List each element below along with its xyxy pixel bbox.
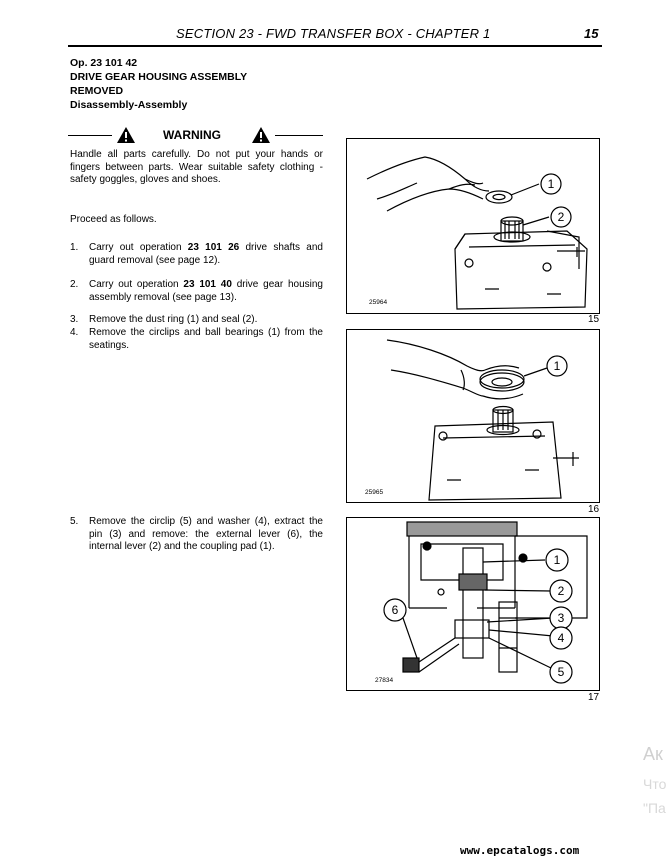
intro-text: Proceed as follows. <box>70 214 157 225</box>
operation-title-line1: DRIVE GEAR HOUSING ASSEMBLY <box>70 71 248 83</box>
operation-title-line2: REMOVED <box>70 85 124 97</box>
step-text-tail: drive gear housing assembly removal (see page 13). <box>89 279 323 303</box>
step-1 <box>70 242 323 270</box>
figure-code: 25964 <box>369 299 388 306</box>
figure-16 <box>346 329 600 503</box>
page-number: 15 <box>584 26 599 41</box>
callout-2: 2 <box>557 210 565 224</box>
figure-code: 27834 <box>375 677 394 684</box>
site-watermark: www.epcatalogs.com <box>460 844 580 857</box>
step-number: 1. <box>70 242 79 253</box>
warning-rule-left <box>68 135 112 136</box>
overlay-text-line1: Ак <box>643 744 663 764</box>
overlay-text-line2: Что <box>643 776 667 792</box>
figure-code: 25965 <box>365 489 384 496</box>
step-text: Carry out operation <box>89 242 188 253</box>
step-text: Carry out operation <box>89 279 184 290</box>
figure-17-illustration <box>347 518 599 690</box>
warning-banner <box>68 126 323 144</box>
step-number: 5. <box>70 516 79 527</box>
warning-triangle-icon <box>116 126 136 144</box>
step-text-tail: drive shafts and guard removal (see page 12). <box>89 242 323 266</box>
figure-15 <box>346 138 600 314</box>
callout-4: 4 <box>557 631 565 645</box>
step-text: Remove the circlips and ball bearings (1) from the seatings. <box>89 327 323 351</box>
step-2 <box>70 279 323 307</box>
figure-number: 17 <box>588 692 600 703</box>
figure-16-illustration <box>347 330 599 502</box>
operation-heading <box>70 56 247 112</box>
step-text: Remove the circlip (5) and washer (4), extract the pin (3) and remove: the external lever (6), the internal lever (2) and the coupling pad (1). <box>89 516 323 552</box>
warning-rule-right <box>275 135 323 136</box>
step-text: Remove the dust ring (1) and seal (2). <box>89 314 258 325</box>
warning-label: WARNING <box>163 128 221 142</box>
callout-1: 1 <box>553 553 561 567</box>
callout-6: 6 <box>391 603 399 617</box>
overlay-text-line3: "Па <box>643 800 666 816</box>
figure-number: 15 <box>588 314 600 325</box>
section-header-title: SECTION 23 - FWD TRANSFER BOX - CHAPTER 1 <box>176 26 491 41</box>
callout-1: 1 <box>547 177 555 191</box>
warning-triangle-icon-right <box>251 126 271 144</box>
step-operation-ref: 23 101 40 <box>183 279 232 290</box>
callout-1: 1 <box>553 359 561 373</box>
figure-17 <box>346 517 600 691</box>
step-3 <box>70 314 323 328</box>
callout-2: 2 <box>557 584 565 598</box>
figure-15-illustration <box>347 139 599 313</box>
figure-number: 16 <box>588 504 600 515</box>
step-number: 2. <box>70 279 79 290</box>
callout-5: 5 <box>557 665 565 679</box>
step-number: 3. <box>70 314 79 325</box>
operation-code: Op. 23 101 42 <box>70 57 138 69</box>
warning-text: Handle all parts carefully. Do not put your hands or fingers between parts. Wear suitable safety clothing - safety goggles, gloves and shoes. <box>70 149 323 185</box>
callout-3: 3 <box>557 611 565 625</box>
step-4 <box>70 327 323 355</box>
step-operation-ref: 23 101 26 <box>187 242 240 253</box>
header-rule <box>68 45 602 47</box>
operation-subtitle: Disassembly-Assembly <box>70 99 188 111</box>
step-5 <box>70 516 323 558</box>
step-number: 4. <box>70 327 79 338</box>
